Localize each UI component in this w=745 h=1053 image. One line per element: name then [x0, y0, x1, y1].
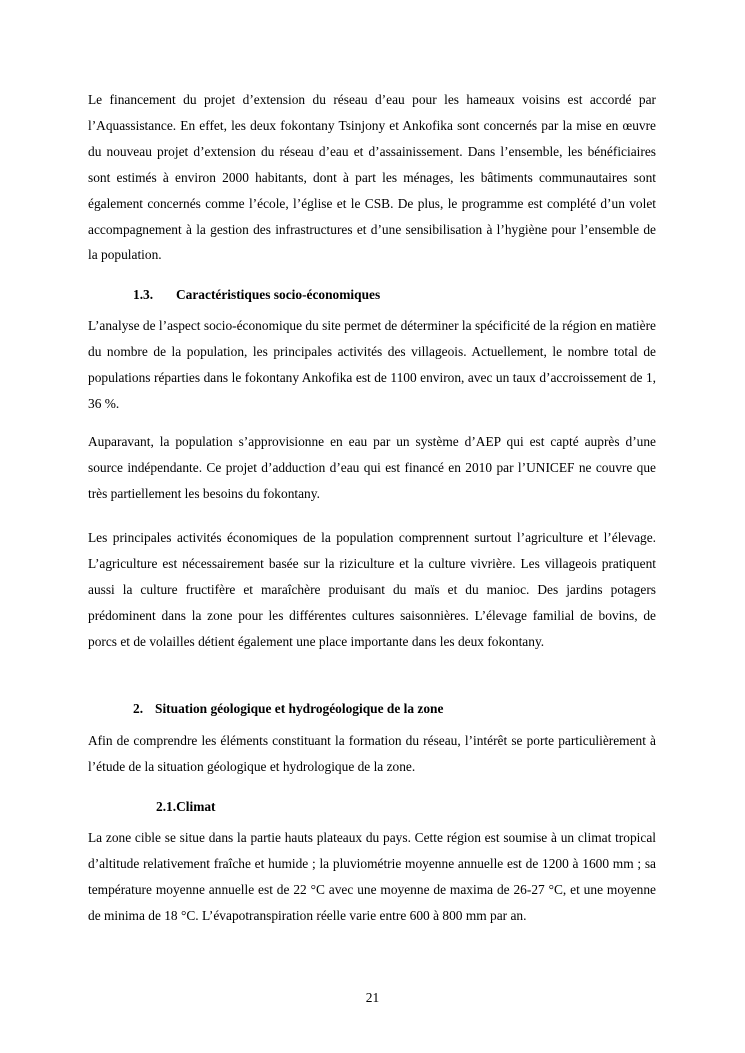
paragraph-afin: Afin de comprendre les éléments constituant la formation du réseau, l’intérêt se porte particulièrement à l’étude de la situation géologique et hydrologique de la zone.: [88, 733, 656, 774]
paragraph-auparavant: Auparavant, la population s’approvisionne en eau par un système d’AEP qui est capté auprès d’une source indépendante. Ce projet d’adduction d’eau qui est financé en 2010 par l’UNICEF ne couvre que très partiellement les besoins du fokontany.: [88, 434, 656, 501]
section-number: 1.3.: [133, 287, 154, 302]
paragraph-analyse: L’analyse de l’aspect socio-économique du site permet de déterminer la spécificité de la région en matière du nombre de la population, les principales activités des villageois. Actuellement, le nombre total de populations réparties dans le fokontany Ankofika est de 1100 environ, avec un taux d’accroissement de 1, 36 %.: [88, 318, 656, 411]
section-heading-2: [133, 700, 443, 718]
paragraph-activites: Les principales activités économiques de la population comprennent surtout l’agriculture et l’élevage. L’agriculture est nécessairement basée sur la riziculture et la culture vivrière. Les villageois pratiquent aussi la culture fructifère et maraîchère produisant du maïs et du manioc. Des jardins potagers prédominent dans la zone pour les différentes cultures saisonnières. L’élevage familial de bovins, de porcs et de volailles détient également une place importante dans les deux fokontany.: [88, 530, 656, 649]
section-number: 2.1.: [156, 799, 177, 814]
paragraph-climat: La zone cible se situe dans la partie hauts plateaux du pays. Cette région est soumise à un climat tropical d’altitude relativement fraîche et humide ; la pluviométrie moyenne annuelle est de 1200 à 1600 mm ; sa température moyenne annuelle est de 22 °C avec une moyenne de maxima de 26-27 °C, et une moyenne de minima de 18 °C. L’évapotranspiration réelle varie entre 600 à 800 mm par an.: [88, 830, 656, 923]
page-number: 21: [365, 990, 380, 1005]
section-heading-1-3: [133, 286, 380, 304]
section-title: Situation géologique et hydrogéologique de la zone: [155, 701, 444, 716]
paragraph-financement: Le financement du projet d’extension du réseau d’eau pour les hameaux voisins est accordé par l’Aquassistance. En effet, les deux fokontany Tsinjony et Ankofika sont concernés par la mise en œuvre du nouveau projet d’extension du réseau d’eau et d’assainissement. Dans l’ensemble, les bénéficiaires sont estimés à environ 2000 habitants, dont à part les ménages, les bâtiments communautaires sont également concernés comme l’école, l’église et le CSB. De plus, le programme est complété d’un volet accompagnement à la gestion des infrastructures et d’une sensibilisation à l’hygiène pour l’ensemble de la population.: [88, 92, 656, 263]
section-heading-2-1: [156, 798, 216, 816]
section-title: Climat: [176, 799, 216, 814]
section-number: 2.: [133, 701, 144, 716]
section-title: Caractéristiques socio-économiques: [176, 287, 381, 302]
